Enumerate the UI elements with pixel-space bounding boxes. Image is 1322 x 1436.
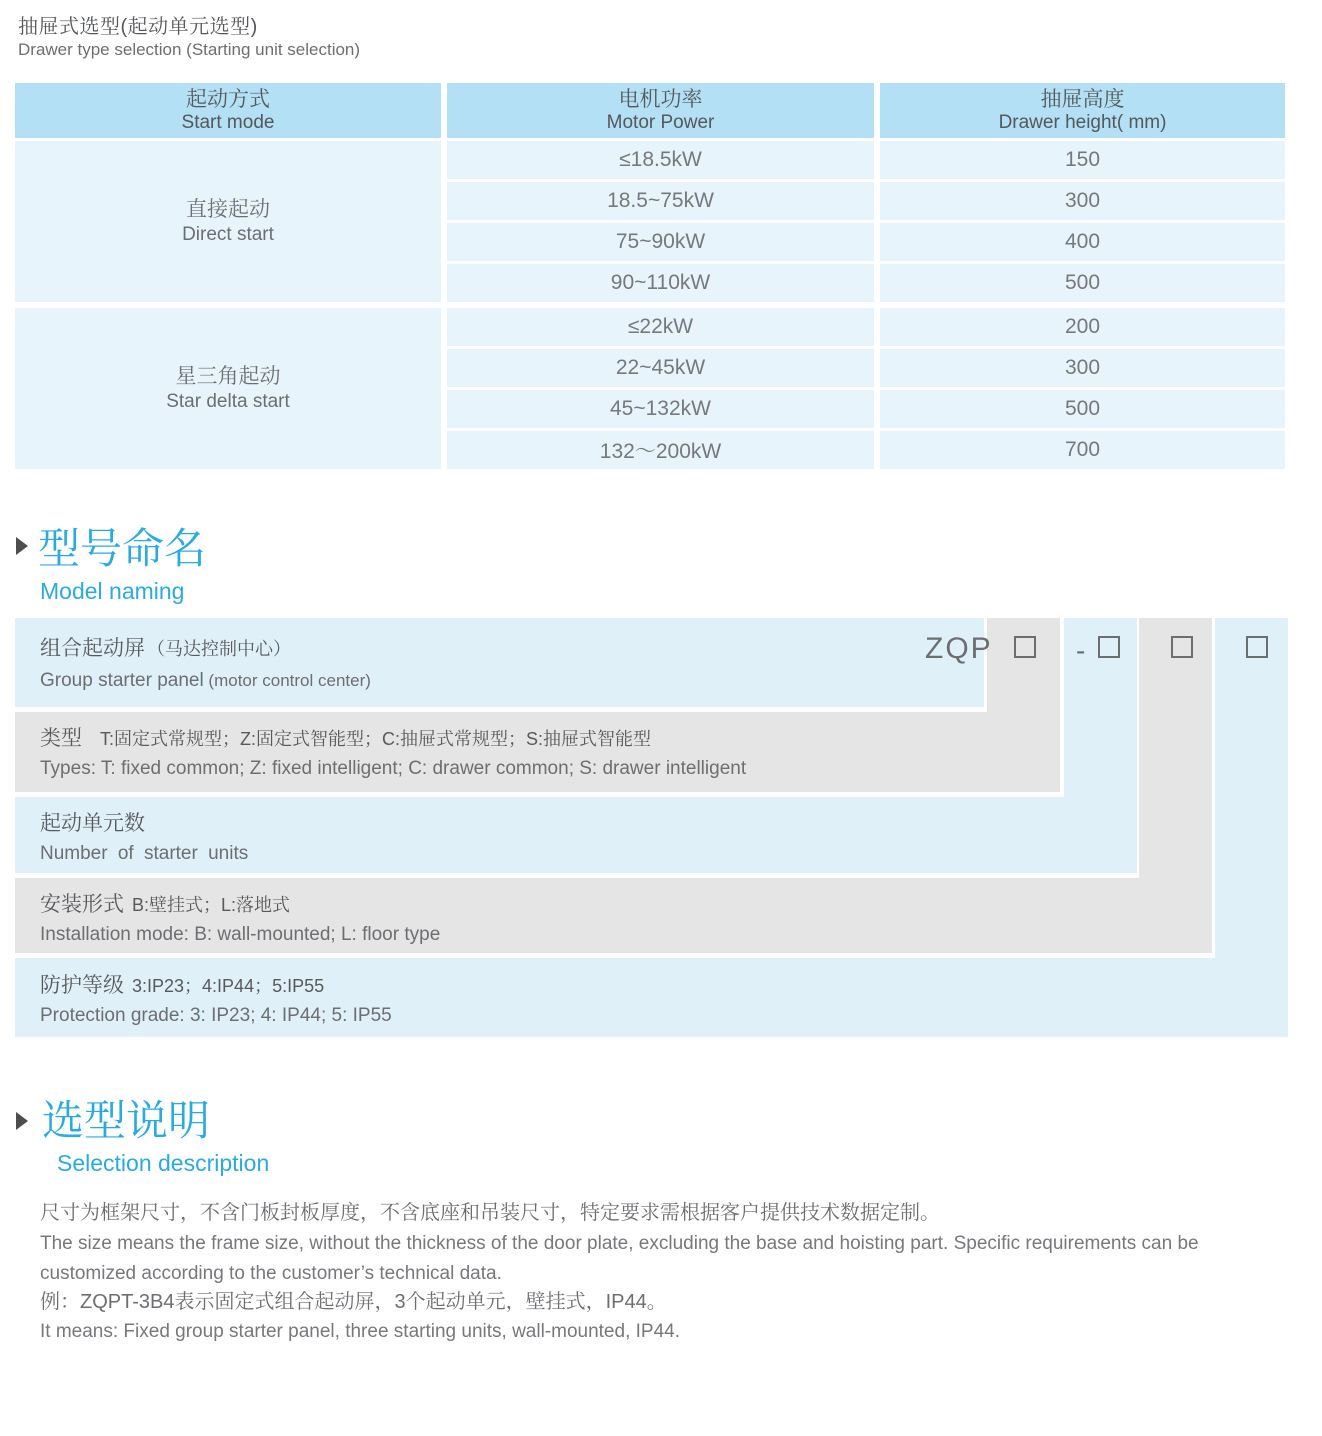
- power-cell: 45~132kW: [447, 390, 874, 428]
- header-drawer-height: [880, 83, 1285, 138]
- code-box-protection: [1246, 636, 1268, 658]
- page-title-cn: 抽屉式选型(起动单元选型): [18, 16, 258, 38]
- header-start-mode-en: Start mode: [181, 111, 275, 133]
- power-cell: ≤22kW: [447, 308, 874, 346]
- selection-table: [15, 83, 1285, 469]
- column-drawer-height: [880, 141, 1285, 469]
- band2-en: Types: T: fixed common; Z: fixed intelligent; C: drawer common; S: drawer intelligent: [40, 758, 747, 779]
- mode-star-delta-cn: 星三角起动: [175, 364, 281, 388]
- band4-en: Installation mode: B: wall-mounted; L: floor type: [40, 924, 441, 945]
- power-cell: 132～200kW: [447, 431, 874, 469]
- description-para1-cn: 尺寸为框架尺寸，不含门板封板厚度，不含底座和吊装尺寸，特定要求需根据客户提供技术数据定制。: [40, 1202, 940, 1224]
- power-cell: 75~90kW: [447, 223, 874, 261]
- description-para2-en: It means: Fixed group starter panel, three starting units, wall-mounted, IP44.: [40, 1321, 680, 1342]
- band5-en: Protection grade: 3: IP23; 4: IP44; 5: IP55: [40, 1005, 392, 1026]
- column-start-mode: [15, 141, 441, 469]
- section-arrow-icon: [16, 537, 28, 555]
- band4-cn-main: 安装形式: [40, 893, 124, 916]
- code-box-type: [1014, 636, 1036, 658]
- description-para1-en: The size means the frame size, without the thickness of the door plate, excluding the base and hoisting part. Specific requirements can be customized according to the customer’s technical data.: [40, 1233, 1199, 1284]
- height-cell: 500: [880, 390, 1285, 428]
- header-drawer-height-cn: 抽屉高度: [1040, 87, 1125, 111]
- model-band-protection-grade: [15, 958, 1288, 1037]
- band2-cn-main: 类型: [40, 727, 82, 750]
- height-cell: 150: [880, 141, 1285, 179]
- height-cell: 700: [880, 431, 1285, 469]
- model-band-starter-units: [15, 797, 1137, 873]
- band1-en-sub: (motor control center): [203, 671, 371, 690]
- model-band-installation-mode: [15, 878, 1212, 953]
- band5-cn-sub: 3:IP23；4:IP44；5:IP55: [132, 976, 325, 996]
- model-naming-heading-en: Model naming: [40, 578, 185, 604]
- band1-cn-main: 组合起动屏: [40, 637, 145, 660]
- height-cell: 300: [880, 349, 1285, 387]
- band3-cn-main: 起动单元数: [40, 812, 145, 835]
- mode-direct-cn: 直接起动: [186, 197, 270, 221]
- code-strip-4: [1215, 618, 1288, 958]
- height-cell: 500: [880, 264, 1285, 302]
- height-cell: 400: [880, 223, 1285, 261]
- selection-description-heading-en: Selection description: [57, 1150, 270, 1176]
- header-motor-power-en: Motor Power: [606, 111, 715, 133]
- column-motor-power: [447, 141, 874, 469]
- band5-cn-main: 防护等级: [40, 974, 124, 997]
- header-drawer-height-en: Drawer height( mm): [998, 111, 1167, 133]
- model-naming-heading-cn: 型号命名: [38, 525, 207, 572]
- code-box-installation: [1171, 636, 1193, 658]
- section-arrow-icon: [16, 1112, 28, 1130]
- header-motor-power: [447, 83, 874, 138]
- mode-direct-en: Direct start: [182, 223, 274, 245]
- band1-cn-sub: （马达控制中心）: [147, 639, 291, 659]
- selection-table-header-row: [15, 83, 1285, 138]
- selection-table-body: [15, 138, 1285, 469]
- power-cell: 22~45kW: [447, 349, 874, 387]
- power-cell: ≤18.5kW: [447, 141, 874, 179]
- power-cell: 90~110kW: [447, 264, 874, 302]
- description-para2-cn: 例：ZQPT-3B4表示固定式组合起动屏，3个起动单元，壁挂式，IP44。: [40, 1291, 667, 1313]
- power-cell: 18.5~75kW: [447, 182, 874, 220]
- code-box-units: [1098, 636, 1120, 658]
- selection-description-heading-cn: 选型说明: [42, 1097, 211, 1144]
- mode-cell-direct-start: [15, 141, 441, 302]
- mode-cell-star-delta: [15, 308, 441, 469]
- height-cell: 200: [880, 308, 1285, 346]
- page-title-en: Drawer type selection (Starting unit selection): [18, 40, 361, 59]
- band4-cn-sub: B:壁挂式；L:落地式: [132, 895, 291, 915]
- band2-cn-sub: T:固定式常规型；Z:固定式智能型；C:抽屉式常规型；S:抽屉式智能型: [100, 729, 652, 749]
- height-cell: 300: [880, 182, 1285, 220]
- band1-en-main: Group starter panel: [40, 670, 204, 691]
- mode-star-delta-en: Star delta start: [166, 390, 290, 412]
- model-band-group-starter-panel: [15, 618, 984, 707]
- header-start-mode-cn: 起动方式: [186, 87, 270, 111]
- header-motor-power-cn: 电机功率: [618, 87, 703, 111]
- code-prefix: ZQP: [925, 632, 993, 665]
- code-separator-dash: -: [1076, 635, 1086, 666]
- band3-en: Number of starter units: [40, 843, 249, 864]
- model-band-types: [15, 712, 1060, 792]
- header-start-mode: [15, 83, 441, 138]
